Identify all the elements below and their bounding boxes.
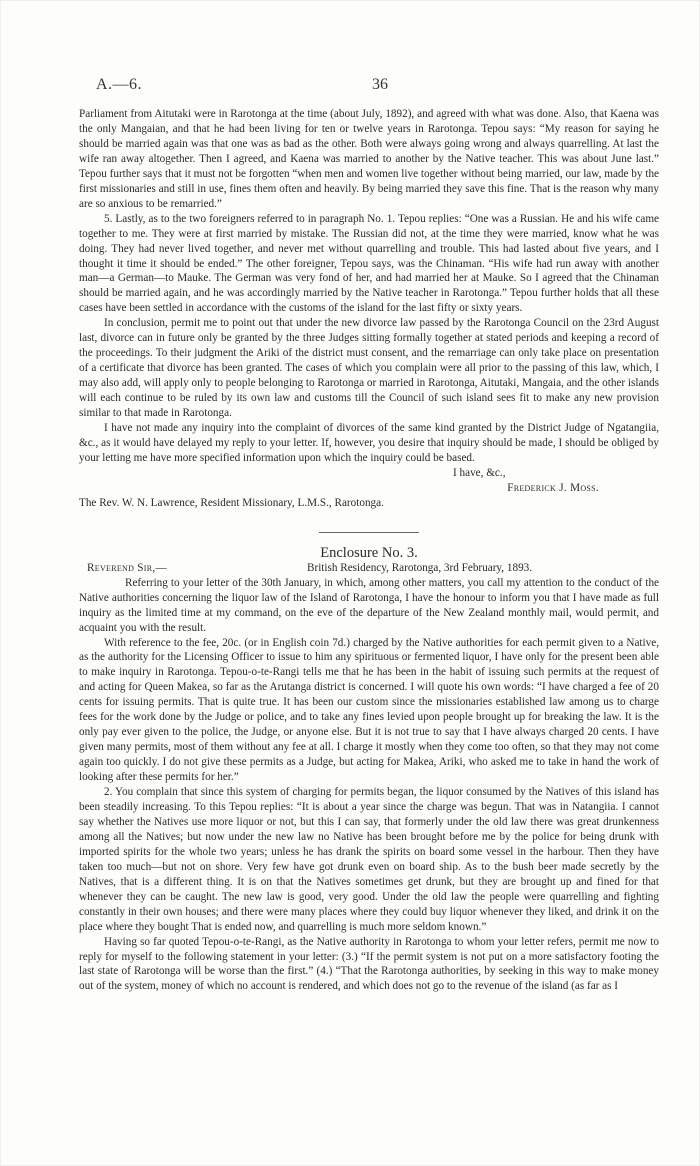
enclosure-place-date: British Residency, Rarotonga, 3rd February, 1893.: [307, 561, 533, 574]
page-body: [79, 107, 659, 994]
letter-closing: I have, &c.,: [453, 466, 506, 479]
page-header: [96, 76, 664, 98]
letter-addressee: The Rev. W. N. Lawrence, Resident Missionary, L.M.S., Rarotonga.: [79, 496, 384, 509]
enclosure-salutation: Reverend Sir,—: [87, 561, 167, 574]
section-divider: [319, 532, 419, 533]
letter-signature: Frederick J. Moss.: [507, 481, 599, 494]
letter-paragraph-intro: Parliament from Aitutaki were in Rarotonga at the time (about July, 1892), and agreed with what was done. Also, that Kaena was the only Mangaian, and that he had been living for ten or twelve years in Rarotonga. Tepou says: “My reason for saying he should be married again was that one was as bad as the other. Both were always going wrong and always quarrelling. At last the wife ran away altogether. Then I agreed, and Kaena was married to another by the Native teacher. This was about June last.” Tepou further says that it must not be forgotten “when men and women live together without being married, our law, made by the first missionaries and still in use, fines them often and heavily. By being married they save this fine. That is the reason why many are so anxious to be remarried.”: [79, 108, 659, 210]
letter-paragraph-5: 5. Lastly, as to the two foreigners referred to in paragraph No. 1. Tepou replies: “One was a Russian. He and his wife came together to me. They were at first married by mistake. The Russian did not, at the time they were married, know what he was doing. They had never lived together, and never met without quarrelling and trouble. This had lasted about five years, and I thought it time it should be ended.” The other foreigner, Tepou says, was the Chinaman. “His wife had run away with another man—a German—to Mauke. The German was very fond of her, and had married her at Mauke. So I agreed that the Chinaman should be married again, and he was accordingly married by the Native teacher in Rarotonga.” Tepou further holds that all these cases have been settled in accordance with the customs of the island for the last fifty or sixty years.: [79, 212, 659, 315]
enclosure-paragraph-2: 2. You complain that since this system of charging for permits began, the liquor consumed by the Natives of this island has been steadily increasing. To this Tepou replies: “It is about a year since the charge was begun. That was in Natangiia. I cannot say whether the Natives use more liquor or not, but this I can say, that formerly under the old law there was great drunkenness among all the Natives; but now under the new law no Native has been brought before me by the police for being drunk with imported spirits for the whole two years; unless he has drank the spirits on board some vessel in the harbour. Then they have taken too much—but not on shore. Very few have got drunk even on board ship. As to the bush beer made secretly by the Natives, that is a different thing. It is on that the Natives sometimes get drunk, but they are brought up and fined for that whenever they can be caught. The new law is good, very good. Under the old law the people were quarrelling and fighting constantly in their own houses; and there were many places where they could buy liquor whenever they liked, and drink it on the place where they bought That is ended now, and quarrelling is much more seldom known.”: [79, 786, 659, 933]
letter-paragraph-inquiry: I have not made any inquiry into the complaint of divorces of the same kind granted by the District Judge of Ngatangiia, &c., as it would have delayed my reply to your letter. If, however, you desire that inquiry should be made, I should be obliged by your letting me have more specified information upon which the inquiry could be based.: [79, 422, 659, 464]
enclosure-title: Enclosure No. 3.: [320, 544, 418, 561]
enclosure-heading-row: [79, 561, 659, 576]
enclosure-paragraph-1: Referring to your letter of the 30th January, in which, among other matters, you call my attention to the conduct of the Native authorities concerning the liquor law of the Island of Rarotonga, I have the honour to inform you that I have made as full inquiry as the limited time at my command, on the eve of the departure of the New Zealand monthly mail, would permit, and acquaint you with the result.: [79, 576, 659, 634]
document-reference: A.—6.: [96, 76, 143, 93]
enclosure-paragraph-3: Having so far quoted Tepou-o-te-Rangi, as the Native authority in Rarotonga to whom your letter refers, permit me now to reply for myself to the following statement in your letter: (3.) “If the permit system is not put on a more satisfactory footing the last state of Rarotonga will be worse than the first.” (4.) “That the Rarotonga authorities, by seeking in this way to make money out of the system, money of which no account is rendered, and which does not go to the revenue of the island (as far as I: [79, 935, 659, 993]
page-number: 36: [372, 76, 388, 93]
enclosure-paragraph-fee: With reference to the fee, 20c. (or in English coin 7d.) charged by the Native authorities for each permit given to a Native, as the authority for the Licensing Officer to issue to him any spirituous or fermented liquor, I have only for the present been able to make inquiry in Rarotonga. Tepou-o-te-Rangi tells me that he has been in the habit of issuing such permits at the request of and acting for Queen Makea, so far as the Arutanga district is concerned. I will quote his own words: “I have charged a fee of 20 cents for issuing permits. That is quite true. It has been our custom since the missionaries established law among us to charge fees for the work done by the Judge or police, and to take any fines levied upon people brought up for breaking the law. It is the only pay ever given to the police, the Judge, or anyone else. But it is not true to say that I have always charged 20 cents. I have given many permits, most of them without any fee at all. I charge it mostly when they come too often, so that they may not come again too quickly. I do not give these permits as a Judge, but acting for Makea, Ariki, who asked me to take in hand the work of looking after these permits for her.”: [79, 636, 659, 784]
letter-paragraph-conclusion: In conclusion, permit me to point out that under the new divorce law passed by the Rarotonga Council on the 23rd August last, divorce can in future only be granted by the three Judges sitting formally together at stated periods and keeping a record of the proceedings. To their judgment the Ariki of the district must consent, and the remarriage can only take place on presentation of a certificate that divorce has been granted. The cases of which you complain were all prior to the passing of this law, which, I may also add, will apply only to people belonging to Rarotonga or married in Rarotonga, Aitutaki, Mangaia, and the other islands will each continue to be ruled by its own law and customs till the Council of such island sees fit to make any new provision similar to that made in Rarotonga.: [79, 317, 659, 420]
